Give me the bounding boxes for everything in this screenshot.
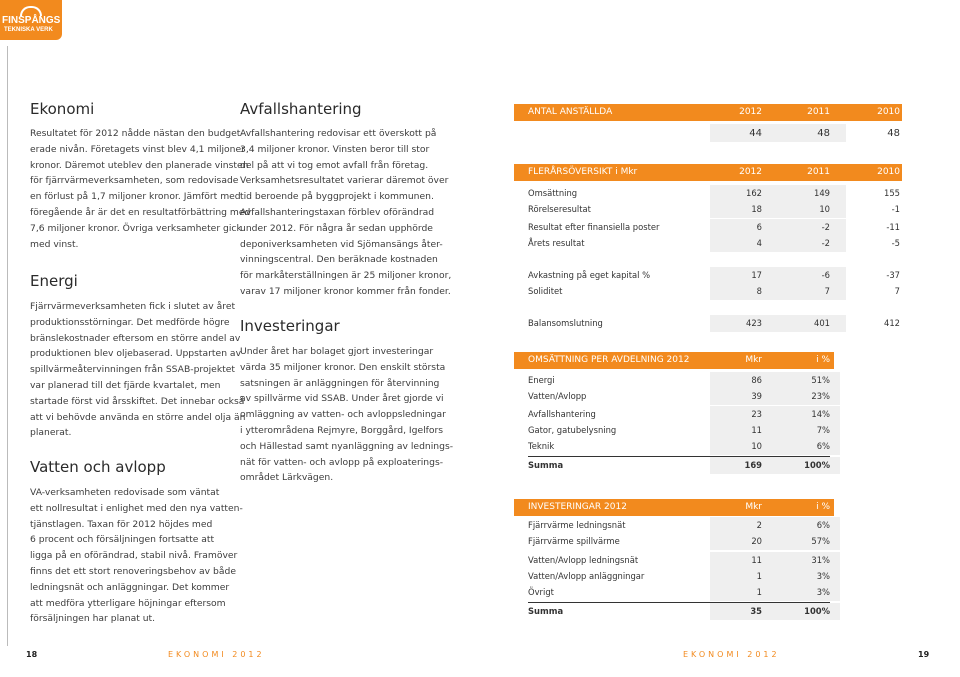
table-cell: 6% <box>816 441 830 451</box>
text-line: Resultatet för 2012 nådde nästan den budget- <box>30 128 244 139</box>
table-cell: Avkastning på eget kapital % <box>528 270 651 280</box>
column-left-vatten <box>30 458 243 627</box>
table-cell: -6 <box>821 270 830 280</box>
text-line: att medföra ytterligare höjningar eftersom <box>30 597 226 609</box>
table-cell: Omsättning <box>528 188 578 198</box>
text-line: omläggning av vatten- och avloppsledningar <box>240 409 446 421</box>
table-cell: 2 <box>756 520 762 530</box>
text-line: del på att vi tog emot avfall från företag. <box>240 159 429 171</box>
text-line: av spillvärme vid SSAB. Under året gjorde vi <box>240 393 444 405</box>
heading-investeringar: Investeringar <box>240 317 340 335</box>
table-cell: 39 <box>751 391 762 401</box>
column-left <box>30 100 251 252</box>
table-cell: 100% <box>804 606 830 616</box>
table-cell: 155 <box>884 188 900 198</box>
table-cell: 20 <box>751 536 762 546</box>
table-row <box>514 237 902 250</box>
table-cell: Vatten/Avlopp <box>528 391 587 401</box>
table-cell: Årets resultat <box>528 238 585 248</box>
table-cell: Vatten/Avlopp ledningsnät <box>528 555 639 565</box>
table-cell: 162 <box>746 188 762 198</box>
heading-ekonomi: Ekonomi <box>30 100 95 118</box>
table-cell: Fjärrvärme ledningsnät <box>528 520 626 530</box>
text-line: under 2012. För några år sedan upphörde <box>240 222 433 234</box>
table-cell: -37 <box>886 270 900 280</box>
table-cell: Soliditet <box>528 286 563 296</box>
text-line: försäljningen har planat ut. <box>30 613 156 625</box>
table-row <box>514 519 834 532</box>
table-cell: 2010 <box>877 107 900 117</box>
text-line: Avfallshanteringstaxan förblev oförändrad <box>240 206 435 218</box>
energi-text <box>30 299 246 441</box>
column-middle-invest <box>240 317 454 486</box>
text-line: produktionsstörningar. Det medförde högre <box>30 316 230 328</box>
table-cell: 2012 <box>739 107 762 117</box>
table-row <box>514 535 834 548</box>
table-cell: 86 <box>751 375 762 385</box>
table-cell: -5 <box>891 238 900 248</box>
text-line: en förlust på 1,7 miljoner kronor. Jämfört med <box>30 191 241 203</box>
page-number-left: 18 <box>26 650 38 659</box>
table-header <box>514 499 834 516</box>
text-line: produktionen blev oljebaserad. Uppstarten av <box>30 348 242 360</box>
table-row <box>514 127 902 140</box>
text-line: Verksamhetsresultatet varierar däremot över <box>240 175 449 187</box>
text-line: ett nollresultat i enlighet med den nya vatten- <box>30 502 243 514</box>
table-cell: 3% <box>816 587 830 597</box>
table-cell: Övrigt <box>528 587 554 597</box>
table-cell: 169 <box>744 460 762 470</box>
table-row <box>514 554 834 567</box>
text-line: i ytterområdena Rejmyre, Borggård, Igelfors <box>240 424 444 436</box>
table-cell: i % <box>816 502 830 512</box>
text-line: bränslekostnader eftersom en större andel av <box>30 332 241 344</box>
table-cell: ANTAL ANSTÄLLDA <box>528 107 613 117</box>
table-cell: Avfallshantering <box>528 409 596 419</box>
text-line: tjänstlagen. Taxan för 2012 höjdes med <box>30 518 213 530</box>
table-cell: 1 <box>756 587 762 597</box>
table-cell: 17 <box>751 270 762 280</box>
table-cell: 48 <box>887 128 900 139</box>
table-cell: Summa <box>528 606 564 616</box>
heading-energi: Energi <box>30 272 78 290</box>
footer-label-left: EKONOMI 2012 <box>168 650 265 659</box>
table-cell: 1 <box>756 571 762 581</box>
table-cell: 6% <box>816 520 830 530</box>
table-cell: 18 <box>751 204 762 214</box>
table-cell: 4 <box>756 238 762 248</box>
table-cell: Mkr <box>745 355 762 365</box>
text-line: kronor. Däremot uteblev den planerade vinsten <box>30 159 249 171</box>
table-cell: 7 <box>824 286 830 296</box>
table-header <box>514 104 902 121</box>
table-row <box>514 440 834 453</box>
table-cell: 8 <box>756 286 762 296</box>
text-line: deponiverksamheten vid Sjömansängs åter- <box>240 238 443 250</box>
table-cell: 23 <box>751 409 762 419</box>
table-cell: 7 <box>894 286 900 296</box>
table-cell: 51% <box>811 375 830 385</box>
text-line: nät för vatten- och avlopp på exploaterings- <box>240 456 444 468</box>
text-line: området Lärkvägen. <box>240 472 334 484</box>
table-cell: Gator, gatubelysning <box>528 425 617 435</box>
ekonomi-text <box>30 126 251 252</box>
table-header <box>514 352 834 369</box>
table-cell: INVESTERINGAR 2012 <box>528 502 627 512</box>
table-cell: Fjärrvärme spillvärme <box>528 536 620 546</box>
table-cell: 149 <box>814 188 830 198</box>
table-cell: 10 <box>751 441 762 451</box>
table-row <box>514 390 834 403</box>
table-cell: -2 <box>821 238 830 248</box>
table-cell: -1 <box>891 204 900 214</box>
table-cell: Summa <box>528 460 564 470</box>
logo-line2: TEKNISKA VERK <box>4 27 53 33</box>
text-line: finns det ett stort renoveringsbehov av både <box>30 565 236 577</box>
text-line: värda 35 miljoner kronor. Den enskilt största <box>240 361 446 373</box>
text-line: föregående år är det en resultatförbättring med <box>30 206 251 218</box>
text-line: och Hällestad samt nyanläggning av lednings- <box>240 440 454 452</box>
table-cell: Rörelseresultat <box>528 204 591 214</box>
text-line: 3,4 miljoner kronor. Vinsten beror till stor <box>240 143 430 155</box>
table-row <box>514 459 834 472</box>
table-cell: 23% <box>811 391 830 401</box>
table-cell: 2010 <box>877 167 900 177</box>
text-line: startade först vid årsskiftet. Det innebar också <box>30 395 245 407</box>
table-row <box>514 203 902 216</box>
table-cell: Balansomslutning <box>528 318 603 328</box>
text-line: 7,6 miljoner kronor. Övriga verksamheter gick <box>30 222 242 234</box>
table-cell: 57% <box>811 536 830 546</box>
table-cell: 2012 <box>739 167 762 177</box>
table-row <box>514 586 834 599</box>
text-line: erade nivån. Företagets vinst blev 4,1 miljoner <box>30 143 245 155</box>
table-cell: -2 <box>821 222 830 232</box>
table-cell: 423 <box>746 318 762 328</box>
table-cell: OMSÄTTNING PER AVDELNING 2012 <box>528 355 690 365</box>
table-cell: Teknik <box>528 441 555 451</box>
text-line: för markåterställningen är 25 miljoner kronor, <box>240 270 452 282</box>
table-row <box>514 221 902 234</box>
table-cell: 48 <box>817 128 830 139</box>
table-cell: 401 <box>814 318 830 328</box>
table-row <box>514 424 834 437</box>
footer-label-right: EKONOMI 2012 <box>683 650 780 659</box>
text-line: ligga på en oförändrad, stabil nivå. Framöver <box>30 550 238 562</box>
logo-line1: FINSPÅNGS <box>2 15 61 26</box>
text-line: varav 17 miljoner kronor kommer från fonder. <box>240 285 451 297</box>
text-line: Under året har bolaget gjort investeringar <box>240 346 434 357</box>
text-line: för fjärrvärmeverksamheten, som redovisade <box>30 175 239 187</box>
table-row <box>514 570 834 583</box>
table-cell: 6 <box>756 222 762 232</box>
table-row <box>514 374 834 387</box>
table-cell: 7% <box>816 425 830 435</box>
table-cell: Vatten/Avlopp anläggningar <box>528 571 645 581</box>
table-cell: 2011 <box>807 107 830 117</box>
text-line: planerat. <box>30 427 72 439</box>
table-cell: 3% <box>816 571 830 581</box>
heading-vatten: Vatten och avlopp <box>30 458 166 476</box>
table-cell: 10 <box>819 204 830 214</box>
text-line: 6 procent och försäljningen fortsatte att <box>30 534 215 546</box>
text-line: spillvärmeåtervinningen från SSAB-projektet <box>30 364 235 376</box>
table-row <box>514 605 834 618</box>
table-cell: FLERÅRSÖVERSIKT i Mkr <box>528 167 638 177</box>
text-line: tid beroende på byggprojekt i kommunen. <box>240 191 434 203</box>
page-number-right: 19 <box>918 650 930 659</box>
table-row <box>514 187 902 200</box>
table-cell: 44 <box>749 128 762 139</box>
avfall-text <box>240 126 452 300</box>
text-line: VA-verksamheten redovisade som väntat <box>30 487 220 498</box>
text-line: Avfallshantering redovisar ett överskott på <box>240 128 437 139</box>
table-cell: 11 <box>751 425 762 435</box>
heading-avfall: Avfallshantering <box>240 100 362 118</box>
text-line: satsningen är anläggningen för återvinning <box>240 377 440 389</box>
column-left-energi <box>30 272 246 441</box>
table-cell: 14% <box>811 409 830 419</box>
table-row <box>514 317 902 330</box>
table-header <box>514 164 902 181</box>
table-cell: 2011 <box>807 167 830 177</box>
text-line: att vi behövde använda en större andel olja än <box>30 411 246 423</box>
table-cell: 100% <box>804 460 830 470</box>
margin-line <box>7 46 8 646</box>
table-cell: -11 <box>886 222 900 232</box>
company-logo <box>0 0 62 40</box>
table-cell: Energi <box>528 375 555 385</box>
table-cell: 31% <box>811 555 830 565</box>
table-cell: Resultat efter finansiella poster <box>528 222 660 232</box>
text-line: med vinst. <box>30 238 79 250</box>
text-line: var planerad till det fjärde kvartalet, men <box>30 379 221 391</box>
table-row <box>514 408 834 421</box>
table-cell: 35 <box>750 606 762 616</box>
text-line: Fjärrvärmeverksamheten fick i slutet av året <box>30 301 236 312</box>
table-row <box>514 269 902 282</box>
vatten-text <box>30 485 243 627</box>
column-middle <box>240 100 452 300</box>
table-cell: Mkr <box>745 502 762 512</box>
table-row <box>514 285 902 298</box>
text-line: vinningscentral. Den beräknade kostnaden <box>240 254 438 266</box>
table-cell: 412 <box>884 318 900 328</box>
table-cell: i % <box>816 355 830 365</box>
investeringar-text <box>240 344 454 486</box>
text-line: ledningsnät och anläggningar. Det kommer <box>30 581 230 593</box>
table-cell: 11 <box>751 555 762 565</box>
